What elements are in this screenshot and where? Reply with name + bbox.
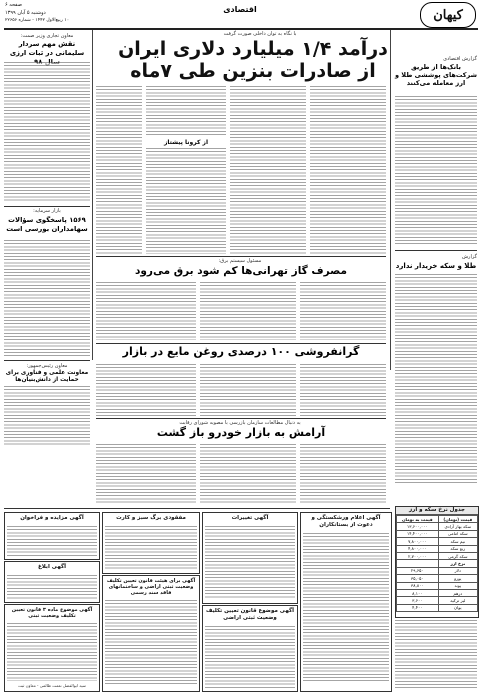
rate-price bbox=[397, 560, 439, 567]
oil-body-3 bbox=[96, 364, 196, 416]
car-headline: آرامش به بازار خودرو باز گشت bbox=[156, 426, 326, 439]
oil-body-2 bbox=[200, 364, 296, 416]
rate-price: ۴,۸۰۰,۰۰۰ bbox=[397, 545, 439, 552]
table-row bbox=[397, 560, 478, 567]
left-item3-body bbox=[4, 240, 90, 356]
ad-lost-card bbox=[102, 512, 200, 574]
rate-price: ۲,۷۰۰,۰۰۰ bbox=[397, 552, 439, 559]
table-row bbox=[397, 552, 478, 559]
ad9-body bbox=[7, 623, 97, 681]
rate-name: یورو bbox=[438, 575, 477, 582]
lead-kicker: با نگاه به توان داخلی صورت گرفت bbox=[223, 31, 297, 37]
gold-headline: طلا و سکه خریدار ندارد bbox=[395, 262, 477, 270]
ads-divider bbox=[4, 508, 390, 509]
gas-body-3 bbox=[96, 282, 196, 340]
rate-price: ۳۵,۰۵۰ bbox=[397, 575, 439, 582]
masthead bbox=[0, 0, 482, 30]
date-line: دوشنبه ۵ آبان ۱۳۹۹ bbox=[5, 10, 46, 16]
car-body-2 bbox=[200, 444, 296, 504]
car-divider bbox=[96, 418, 386, 419]
table-row bbox=[397, 567, 478, 574]
ad3-title: مفقودی برگ سبز و کارت bbox=[116, 515, 186, 521]
ad1-body bbox=[205, 526, 295, 598]
ad10-title: آگهی اعلام ورشکستگی و دعوت از بستانکاران bbox=[311, 515, 381, 528]
rate-name: درهم bbox=[438, 589, 477, 596]
ad4-title: آگهی مزایده و فراخوان bbox=[20, 515, 84, 521]
rates-table bbox=[395, 506, 479, 618]
rates-col-price: قیمت به تومان bbox=[397, 516, 439, 523]
page-label: صفحه ۶ bbox=[5, 2, 22, 8]
lead-headline-line1: درآمد ۱/۴ میلیارد دلاری ایران bbox=[118, 38, 388, 60]
gas-body-1 bbox=[300, 282, 386, 340]
ad4-body bbox=[7, 526, 97, 556]
masthead-rule bbox=[4, 28, 478, 30]
ad3-body bbox=[105, 526, 197, 570]
car-body-1 bbox=[300, 444, 386, 504]
newspaper-logo bbox=[420, 2, 476, 28]
ad8-body bbox=[7, 575, 97, 599]
ad5-body bbox=[105, 600, 197, 686]
oil-headline: گرانفروشی ۱۰۰ درصدی روغن مایع در بازار bbox=[122, 345, 360, 358]
top-right-headline: بانک‌ها از طریق شرکت‌های پوششی طلا و ارز معامله می‌کنند bbox=[395, 63, 477, 87]
rate-price: ۳,۶۰۰ bbox=[397, 597, 439, 604]
ad-article3 bbox=[4, 604, 100, 692]
rate-name: لیر ترکیه bbox=[438, 597, 477, 604]
ad6-title: آگهی موضوع قانون تعیین تکلیف وضعیت ثبتی اراضی bbox=[205, 608, 295, 621]
col2-body-top bbox=[96, 86, 142, 254]
gold-kicker: گزارش bbox=[461, 254, 477, 260]
ad9-title: آگهی موضوع ماده ۳ قانون تعیین تکلیف وضعیت ثبتی bbox=[11, 607, 93, 619]
ad-auction bbox=[4, 512, 100, 560]
gas-body-2 bbox=[200, 282, 296, 340]
ad6-body bbox=[205, 626, 295, 688]
logo-text: کیهان bbox=[433, 7, 463, 23]
ad-changes bbox=[202, 512, 298, 604]
rate-name: سکه بهار آزادی bbox=[438, 523, 477, 530]
table-row bbox=[397, 530, 478, 537]
left-divider-1 bbox=[4, 206, 90, 207]
left-item2-body bbox=[4, 386, 90, 446]
lead-body-col3 bbox=[146, 86, 226, 136]
left-item1-headline: نقش مهم سردار سلیمانی در ثبات ارزی bbox=[9, 40, 85, 57]
rate-name: نرخ ارز bbox=[438, 560, 477, 567]
rates-note-body bbox=[395, 620, 477, 690]
rate-name: ربع سکه bbox=[438, 545, 477, 552]
gold-divider bbox=[395, 250, 477, 251]
left-item1-body bbox=[4, 62, 90, 202]
rates-col-item: قیمت (تومان) bbox=[438, 516, 477, 523]
lead-body-col3b bbox=[146, 148, 226, 254]
left-item1-kicker: معاون تجاری وزیر صمت: bbox=[20, 33, 74, 39]
table-row bbox=[397, 589, 478, 596]
rate-name: دلار bbox=[438, 567, 477, 574]
rate-price: ۲۹,۶۵۰ bbox=[397, 567, 439, 574]
table-row bbox=[397, 538, 478, 545]
rate-price: ۴,۴۰۰ bbox=[397, 604, 439, 611]
rate-price: ۱۴,۴۰۰,۰۰۰ bbox=[397, 530, 439, 537]
rate-name: یوان bbox=[438, 604, 477, 611]
table-row bbox=[397, 582, 478, 589]
ad1-title: آگهی تغییرات bbox=[231, 515, 269, 521]
left-divider-2 bbox=[4, 360, 90, 361]
left-item3-headline: ۱۵۶۹ پاسخگوی سؤالات سهامداران بورسی است bbox=[6, 216, 88, 233]
lead-subhead: از کرونا پیشتاز bbox=[163, 139, 209, 146]
table-row bbox=[397, 597, 478, 604]
section-title: اقتصادی bbox=[223, 5, 257, 14]
lead-body-col2 bbox=[230, 86, 306, 254]
gas-kicker: مسئول سیستم برق: bbox=[218, 258, 262, 264]
rates-table-title: جدول نرخ سکه و ارز bbox=[396, 507, 478, 515]
left-item2-headline: معاونت علمی و فناوری برای حمایت از دانش‌بنیان‌ها bbox=[5, 370, 89, 383]
rate-price: ۱۳,۶۰۰,۰۰۰ bbox=[397, 523, 439, 530]
ad-bankruptcy-notice bbox=[300, 512, 392, 692]
lead-body-col1 bbox=[310, 86, 386, 254]
oil-body-1 bbox=[300, 364, 386, 416]
left-column-rule bbox=[92, 30, 93, 360]
rates-header-row bbox=[397, 516, 478, 523]
right-column-rule bbox=[390, 30, 391, 370]
oil-divider bbox=[96, 343, 386, 344]
car-kicker: به دنبال مطالعات سازمان بازرسی با مصوبه شورای رقابت bbox=[179, 420, 301, 426]
ad-land-registration bbox=[102, 575, 200, 692]
table-row bbox=[397, 575, 478, 582]
left-item2-kicker: معاون رئیس‌جمهور: bbox=[26, 363, 68, 369]
ad-dissolution bbox=[202, 605, 298, 692]
left-item3-kicker: بازار سرمایه: bbox=[33, 208, 61, 214]
rate-price: ۸,۱۰۰ bbox=[397, 589, 439, 596]
lead-headline-line2: از صادرات بنزین طی ۷ماه bbox=[130, 60, 376, 82]
ad-footer-note: سید ابوالفضل نعمت ظالمی - معاون ثبت bbox=[18, 683, 86, 688]
ad8-title: آگهی ابلاغ bbox=[37, 564, 67, 570]
issue-line: ۱۰ ربیع‌الاول ۱۴۴۲ - شماره ۲۲۶۵۶ bbox=[5, 18, 70, 23]
rate-name: سکه امامی bbox=[438, 530, 477, 537]
top-right-body bbox=[395, 96, 477, 246]
table-row bbox=[397, 604, 478, 611]
ad5-title: آگهی برای هیئت قانون تعیین تکلیف وضعیت ثبتی اراضی و ساختمانهای فاقد سند رسمی bbox=[106, 578, 196, 596]
gold-body bbox=[395, 274, 477, 484]
car-body-3 bbox=[96, 444, 196, 504]
rate-price: ۷,۸۰۰,۰۰۰ bbox=[397, 538, 439, 545]
ad10-body bbox=[303, 533, 389, 683]
rates-grid bbox=[396, 515, 478, 612]
gas-headline: مصرف گاز تهرانی‌ها کم شود برق می‌رود bbox=[135, 265, 347, 277]
rate-name: سکه گرمی bbox=[438, 552, 477, 559]
rate-name: نیم سکه bbox=[438, 538, 477, 545]
lead-headline bbox=[118, 38, 388, 82]
rate-price: ۳۸,۸۰۰ bbox=[397, 582, 439, 589]
rate-name: پوند bbox=[438, 582, 477, 589]
ad-notice bbox=[4, 561, 100, 603]
table-row bbox=[397, 523, 478, 530]
top-right-kicker: گزارش اقتصادی bbox=[443, 56, 477, 62]
table-row bbox=[397, 545, 478, 552]
gas-divider bbox=[96, 256, 386, 257]
